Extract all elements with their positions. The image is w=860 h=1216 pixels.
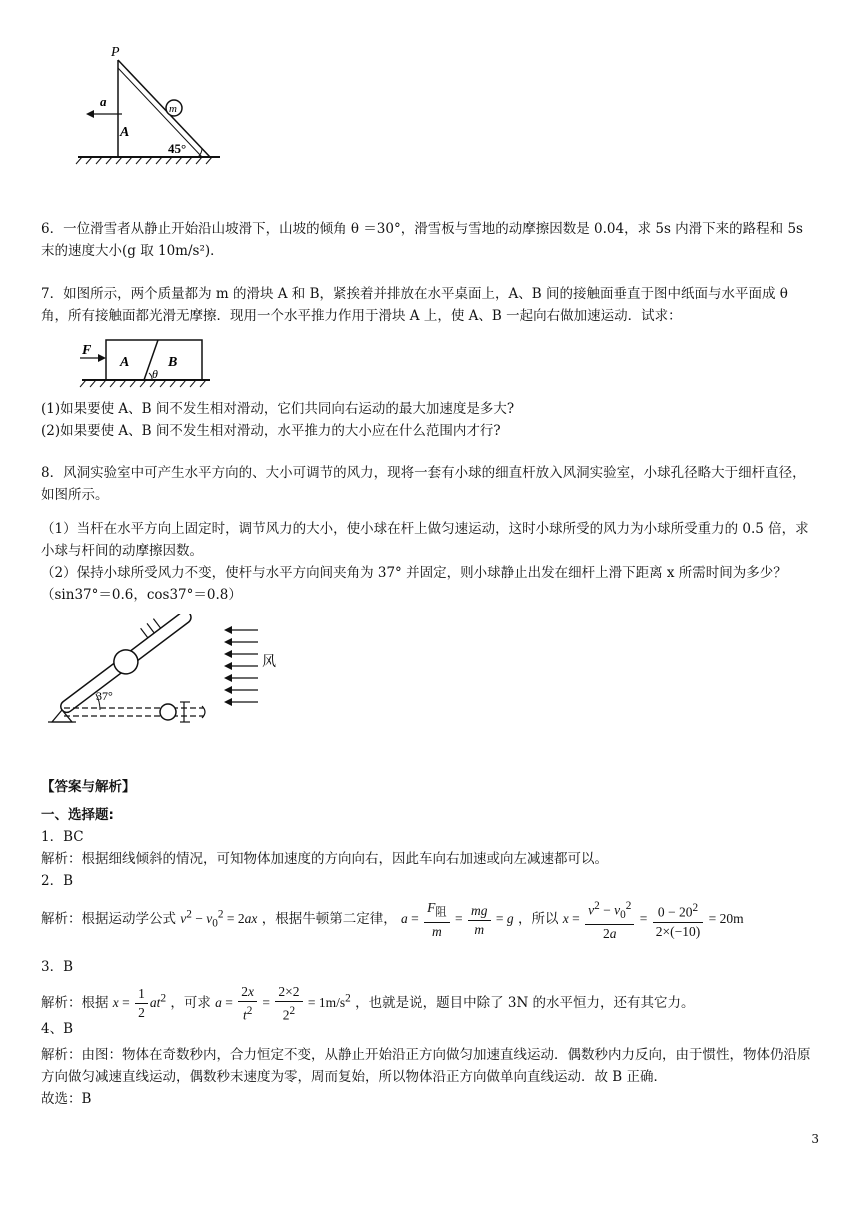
label-37-angle: 37° (96, 689, 113, 703)
answer-1-explanation: 解析：根据细线倾斜的情况，可知物体加速度的方向向右，因此车向右加速或向左减速都可以。 (41, 851, 608, 867)
answer-3: 3．B (41, 959, 74, 975)
a2-text-mid: ，根据牛顿第二定律， (261, 911, 397, 928)
answer-2: 2．B (41, 873, 74, 889)
label-m: m (169, 103, 177, 115)
label-wind: 风 (262, 655, 276, 670)
answers-section: 一、选择题: (41, 807, 114, 823)
a2-text-so: ，所以 (517, 911, 559, 928)
page-number: 3 (811, 1132, 819, 1146)
a2-result-formula: x = $\frac{v^2 - v_0^2}{2a}$ = $\frac{0 - 20^2}{2\times(-10)}$ = 20m (563, 911, 744, 926)
question-8-sub2: （2）保持小球所受风力不变，使杆与水平方向间夹角为 37° 并固定，则小球静止出发在细杆上滑下距离 x 所需时间为多少？（sin37°＝0.6，cos37°＝0.8） (41, 565, 787, 603)
question-7-stem: 7．如图所示，两个质量都为 m 的滑块 A 和 B，紧挨着并排放在水平桌面上，A、B 间的接触面垂直于图中纸面与水平面成 θ 角，所有接触面都光滑无摩擦．现用一个水平推力作用于滑块 A 上，使 A、B 一起向右做加速运动．试求： (41, 286, 788, 324)
a3-text-post: ，也就是说，题目中除了 3N 的水平恒力，还有其它力。 (355, 994, 695, 1011)
a3-formula-a: a = $\frac{2x}{t^2}$ = $\frac{2\times 2}{2^2}$ = $1m/s^2$ (215, 984, 351, 1023)
wind-tunnel-figure (44, 614, 284, 730)
label-a: a (100, 94, 107, 109)
a2-kinematics-formula: $v^2 - v_0^2 = 2ax$ (180, 908, 258, 930)
wedge-figure (70, 40, 230, 170)
answers-title: 【答案与解析】 (41, 779, 136, 795)
blocks-figure (76, 334, 216, 394)
label-theta: θ (152, 367, 158, 381)
answer-3-explanation (41, 983, 695, 1025)
question-7-sub2: (2)如果要使 A、B 间不发生相对滑动，水平推力的大小应在什么范围内才行? (41, 423, 501, 439)
answer-4: 4、B (41, 1021, 74, 1037)
a3-formula-x: x = $\frac{1}{2}$ $at^2$ (112, 986, 167, 1021)
label-P: P (111, 45, 120, 60)
label-A: A (120, 125, 130, 140)
label-B-block: B (168, 355, 178, 370)
a2-newton-formula: a = $\frac{F_阻}{m}$ = $\frac{mg}{m}$ = g (401, 900, 514, 939)
answer-2-explanation (41, 897, 744, 943)
answer-1: 1．BC (41, 829, 84, 845)
question-6: 6．一位滑雪者从静止开始沿山坡滑下，山坡的倾角 θ ＝30°，滑雪板与雪地的动摩擦因数是 0.04，求 5s 内滑下来的路程和 5s 末的速度大小(g 取 10m/s²)． (41, 221, 803, 259)
a3-text-mid: ，可求 (170, 994, 211, 1011)
question-8-sub1: （1）当杆在水平方向上固定时，调节风力的大小，使小球在杆上做匀速运动，这时小球所受的风力为小球所受重力的 0.5 倍，求小球与杆间的动摩擦因数。 (41, 521, 809, 559)
a3-text-pre: 解析：根据 (41, 994, 109, 1011)
label-angle: 45° (168, 141, 187, 156)
a2-text-pre: 解析：根据运动学公式 (41, 911, 176, 928)
answer-4-selection: 故选：B (41, 1091, 92, 1107)
answer-4-explanation: 解析：由图：物体在奇数秒内，合力恒定不变，从静止开始沿正方向做匀加速直线运动．偶数秒内力反向，由于惯性，物体仍沿原方向做匀减速直线运动，偶数秒末速度为零，周而复始，所以物体沿正方向做单向直线运动．故 B 正确． (41, 1047, 811, 1085)
label-A-block: A (120, 355, 130, 370)
question-8-stem: 8．风洞实验室中可产生水平方向的、大小可调节的风力，现将一套有小球的细直杆放入风洞实验室，小球孔径略大于细杆直径，如图所示。 (41, 465, 806, 503)
question-7-sub1: (1)如果要使 A、B 间不发生相对滑动，它们共同向右运动的最大加速度是多大? (41, 401, 515, 417)
label-F: F (82, 343, 92, 358)
